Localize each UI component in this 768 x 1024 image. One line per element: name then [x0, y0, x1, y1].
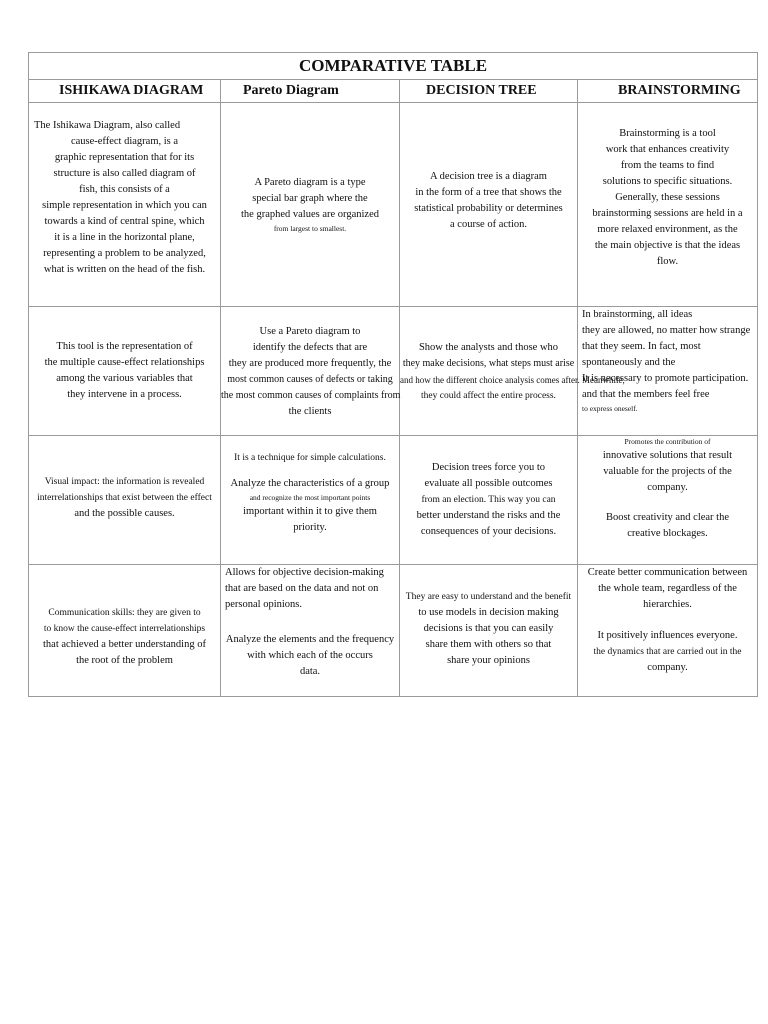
text-line: structure is also called diagram of: [53, 168, 196, 179]
text-line: company.: [647, 482, 688, 493]
table-title: COMPARATIVE TABLE: [29, 53, 758, 80]
text-line: fish, this consists of a: [79, 184, 170, 195]
cell-brainstorming-definition: [578, 103, 758, 307]
text-line: representing a problem to be analyzed,: [43, 248, 206, 259]
text-line: Show the analysts and those who: [418, 342, 559, 353]
table-row-purpose: [29, 307, 758, 436]
header-decision-tree: DECISION TREE: [400, 80, 578, 103]
cell-brainstorming-advantages: [578, 436, 758, 565]
text-line: A Pareto diagram is a type: [254, 177, 366, 188]
text-line: the whole team, regardless of the: [598, 583, 737, 594]
text-line: creative blockages.: [627, 528, 708, 539]
header-ishikawa: ISHIKAWA DIAGRAM: [29, 80, 221, 103]
cell-ishikawa-benefits: [29, 565, 221, 697]
text-line: the most common causes of complaints from: [221, 390, 401, 401]
cell-decision-tree-benefits: [400, 565, 578, 697]
text-line-small: to express oneself.: [582, 404, 638, 413]
cell-ishikawa-purpose: [29, 307, 221, 436]
header-pareto: Pareto Diagram: [221, 80, 400, 103]
text-line: brainstorming sessions are held in a: [592, 208, 743, 219]
text-line: it is a line in the horizontal plane,: [54, 232, 195, 243]
text-line: Generally, these sessions: [615, 192, 720, 203]
cell-brainstorming-benefits: [578, 565, 758, 697]
text-line: work that enhances creativity: [605, 144, 730, 155]
cell-decision-tree-definition: [400, 103, 578, 307]
cell-ishikawa-definition: [29, 103, 221, 307]
text-line: data.: [299, 666, 321, 677]
text-line: that they seem. In fact, most: [582, 341, 701, 352]
cell-pareto-benefits: [221, 565, 400, 697]
text-line: priority.: [293, 522, 327, 533]
table-row-benefits: [29, 565, 758, 697]
text-line: statistical probability or determines: [414, 203, 563, 214]
table-row-advantages: [29, 436, 758, 565]
text-line: a course of action.: [450, 219, 527, 230]
text-line: and that the members feel free: [582, 389, 710, 400]
text-line: Decision trees force you to: [431, 462, 546, 473]
text-line: and how the different choice analysis comes after. Meanwhile,: [400, 375, 625, 385]
text-line: graphic representation that for its: [54, 152, 195, 163]
text-line: that are based on the data and not on: [225, 583, 379, 594]
comparative-table: [28, 52, 758, 697]
text-line: the root of the problem: [76, 655, 173, 666]
cell-brainstorming-purpose: [578, 307, 758, 436]
text-line: the graphed values are organized: [241, 209, 379, 220]
cell-ishikawa-advantages: [29, 436, 221, 565]
text-line: simple representation in which you can: [42, 200, 207, 211]
text-line: This tool is the representation of: [56, 341, 193, 352]
text-line: share them with others so that: [425, 639, 552, 650]
text-line: share your opinions: [447, 655, 530, 666]
text-line: to use models in decision making: [418, 607, 559, 618]
text-line: A decision tree is a diagram: [430, 171, 547, 182]
text-line: the dynamics that are carried out in the: [593, 647, 742, 657]
text-line: The Ishikawa Diagram, also called: [34, 120, 181, 131]
text-line: decisions is that you can easily: [423, 623, 554, 634]
text-line: from an election. This way you can: [421, 495, 556, 505]
text-line-small: Promotes the contribution of: [624, 437, 711, 446]
text-line: with which each of the occurs: [247, 650, 373, 661]
text-line: hierarchies.: [643, 599, 692, 610]
text-line: and the possible causes.: [74, 508, 175, 519]
text-line: Communication skills: they are given to: [48, 608, 201, 618]
text-line: that achieved a better understanding of: [43, 639, 206, 650]
text-line: they intervene in a process.: [67, 389, 182, 400]
text-line: to know the cause-effect interrelationships: [43, 624, 206, 634]
text-line: Allows for objective decision-making: [225, 567, 384, 578]
text-line: they are allowed, no matter how strange: [582, 325, 751, 336]
cell-pareto-purpose: [221, 307, 400, 436]
text-line: It positively influences everyone.: [597, 630, 738, 641]
text-line: better understand the risks and the: [416, 510, 561, 521]
text-line: innovative solutions that result: [602, 450, 733, 461]
text-line: Brainstorming is a tool: [619, 128, 716, 139]
text-line: flow.: [656, 256, 679, 267]
text-line: In brainstorming, all ideas: [582, 309, 693, 320]
cell-pareto-definition: [221, 103, 400, 307]
table-row-definition: [29, 103, 758, 307]
text-line: they make decisions, what steps must arise: [402, 358, 575, 369]
header-brainstorming: BRAINSTORMING: [578, 80, 758, 103]
text-line: most common causes of defects or taking: [227, 374, 393, 385]
text-line: valuable for the projects of the: [603, 466, 732, 477]
text-line: the main objective is that the ideas: [594, 240, 741, 251]
text-line: solutions to specific situations.: [602, 176, 733, 187]
text-line: company.: [647, 662, 688, 673]
text-line: interrelationships that exist between the effect: [37, 493, 212, 503]
text-line: Visual impact: the information is revealed: [44, 477, 205, 487]
text-line: spontaneously and the: [582, 357, 676, 368]
cell-pareto-advantages: [221, 436, 400, 565]
text-line: they are produced more frequently, the: [228, 358, 392, 369]
text-line: They are easy to understand and the benefit: [405, 592, 572, 602]
text-line: cause-effect diagram, is a: [70, 136, 179, 147]
text-line: important within it to give them: [243, 506, 377, 517]
text-line: evaluate all possible outcomes: [424, 478, 553, 489]
text-line: Analyze the elements and the frequency: [225, 634, 395, 645]
text-line: among the various variables that: [56, 373, 193, 384]
text-line: from the teams to find: [620, 160, 715, 171]
text-line: personal opinions.: [225, 599, 302, 610]
text-line: Create better communication between: [587, 567, 748, 578]
text-line: Use a Pareto diagram to: [259, 326, 361, 337]
text-line: consequences of your decisions.: [420, 526, 557, 537]
text-line-small: and recognize the most important points: [249, 493, 371, 502]
text-line: Boost creativity and clear the: [605, 512, 730, 523]
text-line: the multiple cause-effect relationships: [44, 357, 205, 368]
text-line: they could affect the entire process.: [421, 391, 556, 401]
text-line: Analyze the characteristics of a group: [230, 478, 390, 489]
text-line: towards a kind of central spine, which: [44, 216, 205, 227]
text-line: It is a technique for simple calculations.: [234, 453, 386, 463]
comparative-table-sheet: [28, 52, 757, 697]
text-line: what is written on the head of the fish.: [43, 264, 206, 275]
text-line: identify the defects that are: [252, 342, 368, 353]
text-line: special bar graph where the: [252, 193, 368, 204]
text-line: the clients: [288, 406, 332, 417]
text-line-small: from largest to smallest.: [273, 224, 347, 233]
text-line: more relaxed environment, as the: [597, 224, 738, 235]
cell-decision-tree-advantages: [400, 436, 578, 565]
text-line: It is necessary to promote participation.: [582, 373, 749, 384]
text-line: in the form of a tree that shows the: [415, 187, 562, 198]
